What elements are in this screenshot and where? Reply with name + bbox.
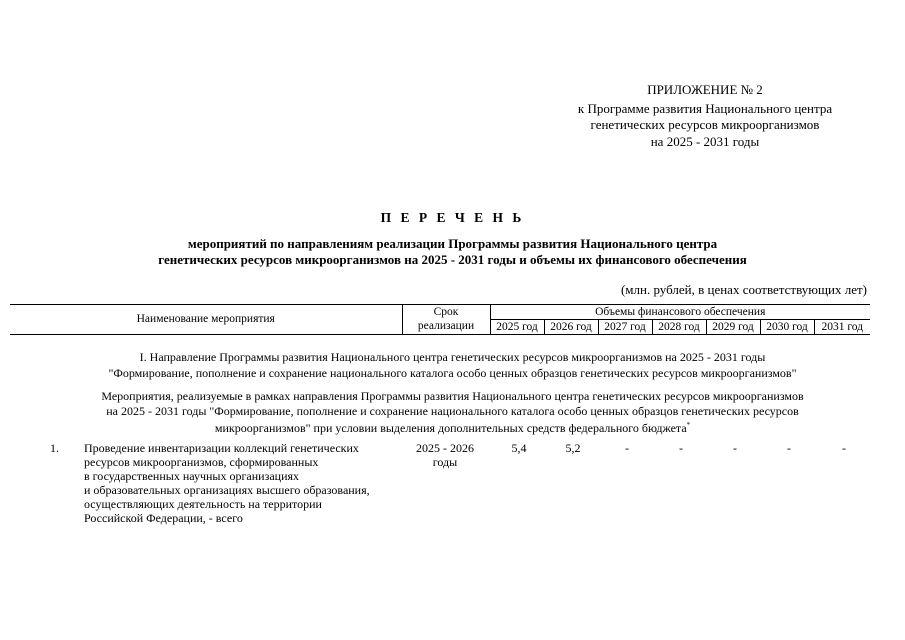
row-name-line: в государственных научных организациях bbox=[84, 469, 300, 483]
row-name-line: ресурсов микроорганизмов, сформированных bbox=[84, 455, 319, 469]
header-year: 2029 год bbox=[706, 320, 760, 335]
section-heading-line-1: I. Направление Программы развития Национального центра генетических ресурсов микроорганизмов на 2025 - 2031 годы bbox=[139, 350, 766, 364]
row-value-2028: - bbox=[679, 441, 683, 455]
units-note: (млн. рублей, в ценах соответствующих лет) bbox=[620, 282, 867, 297]
row-name bbox=[84, 441, 404, 525]
row-period-line-1: 2025 - 2026 bbox=[416, 441, 474, 455]
row-name-line: Проведение инвентаризации коллекций генетических bbox=[84, 441, 359, 455]
table-header bbox=[10, 304, 870, 335]
header-funding: Объемы финансового обеспечения bbox=[490, 305, 870, 320]
row-period-line-2: годы bbox=[432, 455, 458, 469]
row-value-2030: - bbox=[787, 441, 791, 455]
row-value-2029: - bbox=[733, 441, 737, 455]
row-name-line: и образовательных организациях высшего образования, bbox=[84, 483, 370, 497]
header-year: 2026 год bbox=[544, 320, 598, 335]
header-year: 2030 год bbox=[760, 320, 814, 335]
header-period-line-2: реализации bbox=[402, 320, 490, 335]
row-value-2027: - bbox=[625, 441, 629, 455]
row-value-2026: 5,2 bbox=[565, 441, 581, 455]
header-year: 2027 год bbox=[598, 320, 652, 335]
header-period-line-1: Срок bbox=[402, 305, 490, 320]
document-subtitle-line-2: генетических ресурсов микроорганизмов на 2025 - 2031 годы и объемы их финансового обеспечения bbox=[158, 252, 747, 267]
row-period bbox=[400, 441, 490, 469]
header-year: 2031 год bbox=[814, 320, 870, 335]
activities-heading-text: микроорганизмов" при условии выделения дополнительных средств федерального бюджета bbox=[214, 421, 687, 435]
activities-heading-line-3 bbox=[40, 418, 865, 436]
header-year: 2028 год bbox=[652, 320, 706, 335]
annex-line-3: на 2025 - 2031 годы bbox=[650, 134, 760, 149]
annex-line-2: генетических ресурсов микроорганизмов bbox=[590, 117, 820, 132]
document-title: П Е Р Е Ч Е Н Ь bbox=[380, 210, 525, 225]
footnote-mark: * bbox=[686, 421, 691, 429]
row-value-2025: 5,4 bbox=[511, 441, 527, 455]
section-heading-line-2: "Формирование, пополнение и сохранение национального каталога особо ценных образцов генетических ресурсов микроорганизмов" bbox=[108, 366, 797, 380]
document-subtitle-line-1: мероприятий по направлениям реализации Программы развития Национального центра bbox=[187, 236, 718, 251]
row-value-2031: - bbox=[842, 441, 846, 455]
annex-line-1: к Программе развития Национального центра bbox=[577, 101, 833, 116]
row-name-line: осуществляющих деятельность на территории bbox=[84, 497, 322, 511]
annex-title: ПРИЛОЖЕНИЕ № 2 bbox=[647, 82, 763, 97]
activities-heading-line-2: на 2025 - 2031 годы "Формирование, пополнение и сохранение национального каталога особо ценных образцов генетических ресурсов bbox=[106, 404, 799, 418]
activities-heading-line-1: Мероприятия, реализуемые в рамках направления Программы развития Национального центра генетических ресурсов микроорганизмов bbox=[101, 389, 804, 403]
row-number: 1. bbox=[50, 441, 59, 455]
header-name: Наименование мероприятия bbox=[10, 305, 402, 335]
row-name-line: Российской Федерации, - всего bbox=[84, 511, 243, 525]
header-year: 2025 год bbox=[490, 320, 544, 335]
